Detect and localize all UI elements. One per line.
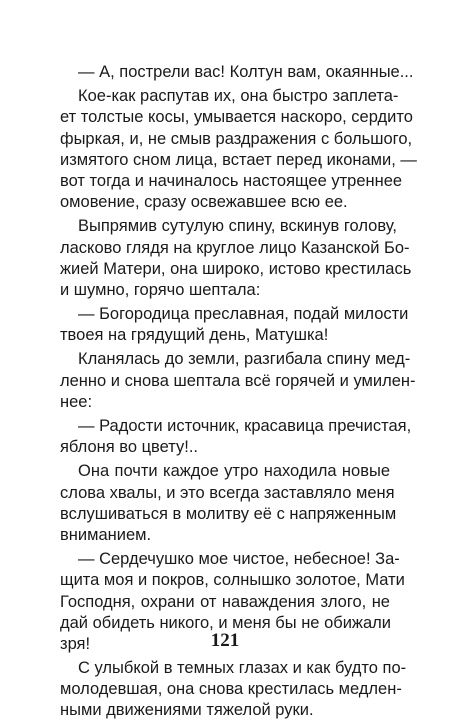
text-line: С улыбкой в темных глазах и как будто по-	[78, 659, 407, 678]
text-line: зря!	[60, 634, 91, 653]
text-line: — А, пострели вас! Колтун вам, окаянные...	[78, 63, 414, 81]
text-line: ласково глядя на круглое лицо Казанской Бо-	[60, 238, 410, 257]
text-line: вниманием.	[60, 525, 152, 544]
text-line: и шумно, горячо шептала:	[60, 280, 261, 299]
text-line: Господня, охрани от наваждения злого, не	[60, 592, 390, 611]
text-line: нее:	[60, 392, 93, 411]
paragraph	[60, 62, 414, 83]
paragraph	[60, 304, 409, 346]
text-line: омовение, сразу освежавшее всю ее.	[60, 193, 348, 212]
paragraph	[60, 216, 412, 301]
text-line: Кое-как распутав их, она быстро заплета-	[78, 87, 399, 106]
paragraph	[60, 349, 416, 413]
text-line: ет толстые косы, умывается наскоро, сердито	[60, 108, 413, 127]
text-line: щита моя и покров, солнышко золотое, Мати	[60, 571, 405, 590]
text-line: — Богородица преславная, подай милости	[78, 305, 409, 324]
text-line: — Сердечушко мое чистое, небесное! За-	[78, 550, 400, 569]
text-line: Кланялась до земли, разгибала спину мед-	[78, 350, 411, 369]
paragraph	[60, 461, 397, 546]
text-line: молодевшая, она снова крестилась медлен-	[60, 680, 402, 699]
text-line: яблоня во цвету!..	[60, 438, 199, 457]
text-line: фыркая, и, не смыв раздражения с большого,	[60, 129, 413, 148]
text-line: ными движениями тяжелой руки.	[60, 701, 314, 720]
paragraph	[60, 658, 407, 722]
paragraph	[60, 416, 412, 458]
text-line: вот тогда и начиналось настоящее утреннее	[60, 171, 403, 190]
text-line: жией Матери, она широко, истово крестилась	[60, 259, 412, 278]
text-line: слова хвалы, и это всегда заставляло меня	[60, 483, 395, 502]
paragraph	[60, 86, 417, 213]
text-line: ленно и снова шептала всё горячей и умилен-	[60, 371, 416, 390]
text-line: Выпрямив сутулую спину, вскинув голову,	[78, 217, 397, 236]
text-line: Она почти каждое утро находила новые	[78, 462, 390, 481]
text-line: твоея на грядущий день, Матушка!	[60, 326, 329, 345]
text-line: вслушиваться в молитву её с напряженным	[60, 504, 397, 523]
page-number: 121	[210, 630, 240, 651]
text-line: дай обидеть никого, и меня бы не обижали	[60, 613, 391, 632]
text-line: — Радости источник, красавица пречистая,	[78, 417, 412, 435]
text-line: измятого сном лица, встает перед иконами, —	[60, 150, 417, 169]
body-text	[60, 62, 417, 725]
